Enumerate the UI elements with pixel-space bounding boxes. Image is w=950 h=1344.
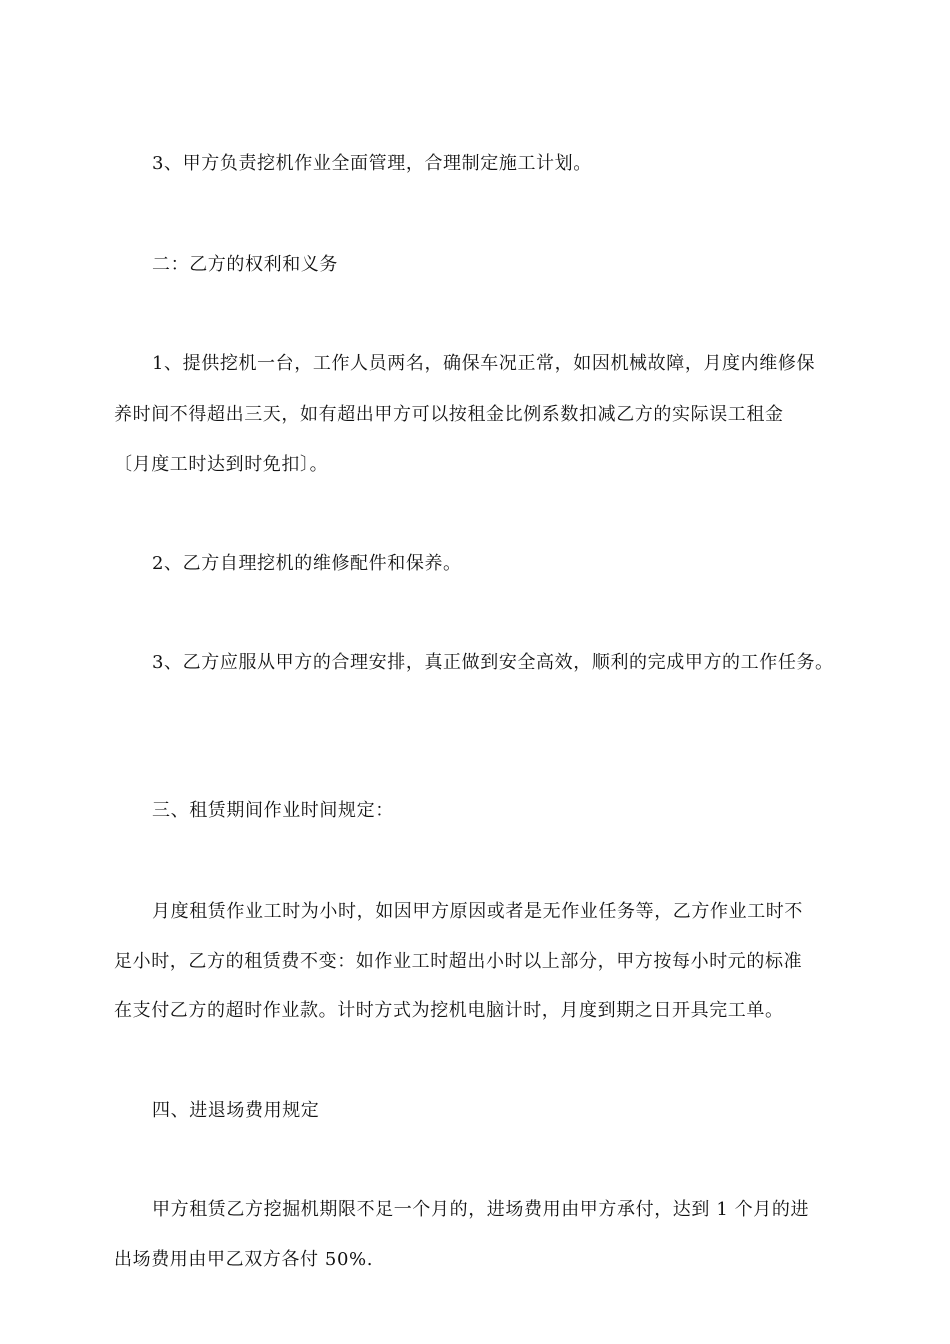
section-3-heading: 三、租赁期间作业时间规定： bbox=[152, 800, 394, 821]
party-b-item-3: 3、乙方应服从甲方的合理安排，真正做到安全高效，顺利的完成甲方的工作任务。 bbox=[152, 652, 834, 673]
party-b-item-1-line-2: 养时间不得超出三天，如有超出甲方可以按租金比例系数扣减乙方的实际误工租金 bbox=[114, 404, 784, 425]
section-3-body-line-2: 足小时，乙方的租赁费不变：如作业工时超出小时以上部分，甲方按每小时元的标准 bbox=[114, 951, 803, 972]
party-a-item-3: 3、甲方负责挖机作业全面管理，合理制定施工计划。 bbox=[152, 153, 592, 174]
section-3-body-line-1: 月度租赁作业工时为小时，如因甲方原因或者是无作业任务等，乙方作业工时不 bbox=[152, 901, 803, 922]
party-b-item-2: 2、乙方自理挖机的维修配件和保养。 bbox=[152, 553, 462, 574]
section-4-body-line-1: 甲方租赁乙方挖掘机期限不足一个月的，进场费用由甲方承付，达到 1 个月的进 bbox=[152, 1199, 810, 1220]
section-3-body-line-3: 在支付乙方的超时作业款。计时方式为挖机电脑计时，月度到期之日开具完工单。 bbox=[114, 1000, 784, 1021]
party-b-item-1-line-1: 1、提供挖机一台，工作人员两名，确保车况正常，如因机械故障，月度内维修保 bbox=[152, 353, 816, 374]
section-4-body-line-2: 出场费用由甲乙双方各付 50%. bbox=[114, 1249, 374, 1270]
section-4-heading: 四、进退场费用规定 bbox=[152, 1100, 320, 1121]
section-2-heading: 二：乙方的权利和义务 bbox=[152, 254, 338, 275]
party-b-item-1-line-3: 〔月度工时达到时免扣〕。 bbox=[114, 454, 329, 475]
